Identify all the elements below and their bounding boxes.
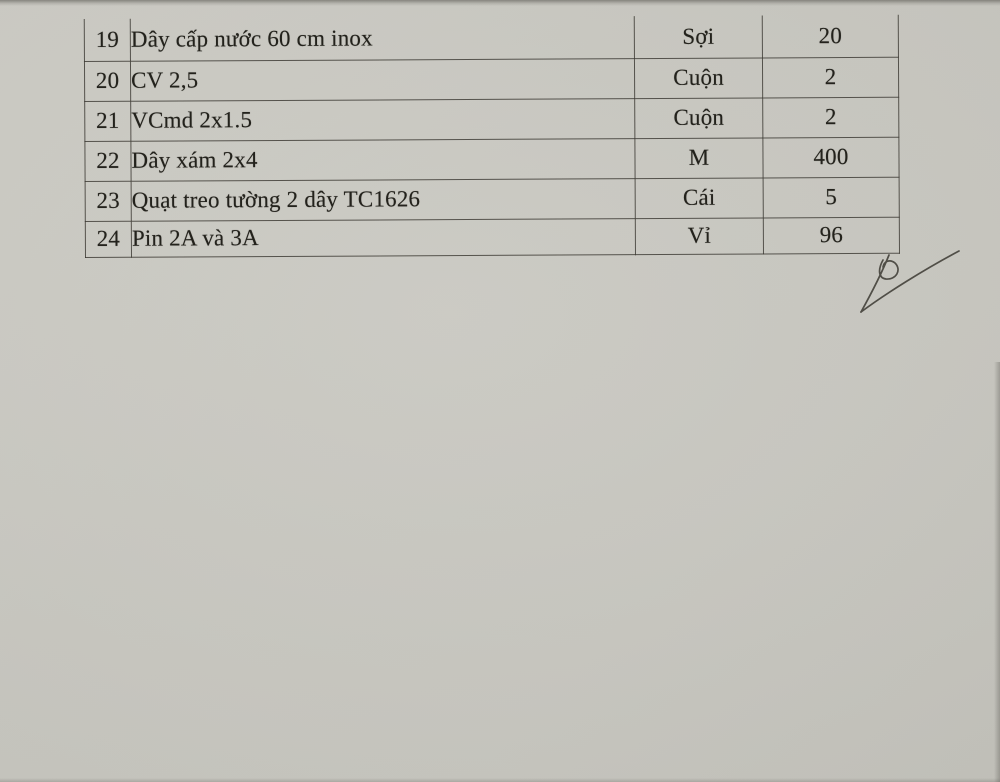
handwritten-check-mark [845, 242, 970, 322]
description-cell: Dây cấp nước 60 cm inox [130, 16, 634, 61]
quantity-cell: 5 [763, 177, 899, 218]
inventory-table-wrap [84, 15, 895, 258]
quantity-cell: 400 [763, 137, 899, 178]
row-number-cell: 20 [84, 61, 130, 101]
unit-cell: Vỉ [635, 217, 763, 254]
unit-cell: Cuộn [634, 57, 762, 98]
row-number-cell: 22 [85, 141, 131, 181]
row-number-cell: 21 [85, 101, 131, 141]
unit-cell: Cái [635, 177, 763, 218]
quantity-cell: 2 [762, 57, 898, 98]
unit-cell: Cuộn [635, 97, 763, 138]
quantity-cell: 2 [763, 97, 899, 138]
table-row [84, 15, 898, 61]
description-cell: CV 2,5 [130, 58, 634, 101]
unit-cell: Sợi [634, 15, 762, 58]
description-cell: Quạt treo tường 2 dây TC1626 [131, 178, 635, 221]
table-row [85, 177, 899, 221]
description-cell: VCmd 2x1.5 [131, 98, 635, 141]
scan-bottom-shadow-edge [0, 778, 1000, 782]
inventory-table [84, 15, 900, 258]
row-number-cell: 24 [85, 221, 131, 257]
quantity-cell: 96 [763, 217, 899, 254]
table-row [85, 217, 899, 257]
scan-right-shadow-edge [994, 362, 1000, 782]
table-row [85, 137, 899, 181]
scan-top-shadow-edge [0, 0, 1000, 6]
description-cell: Dây xám 2x4 [131, 138, 635, 181]
description-cell: Pin 2A và 3A [131, 218, 635, 257]
unit-cell: M [635, 137, 763, 178]
row-number-cell: 19 [84, 19, 130, 61]
table-row [85, 97, 899, 141]
table-row [84, 57, 898, 101]
row-number-cell: 23 [85, 181, 131, 221]
quantity-cell: 20 [762, 15, 898, 58]
